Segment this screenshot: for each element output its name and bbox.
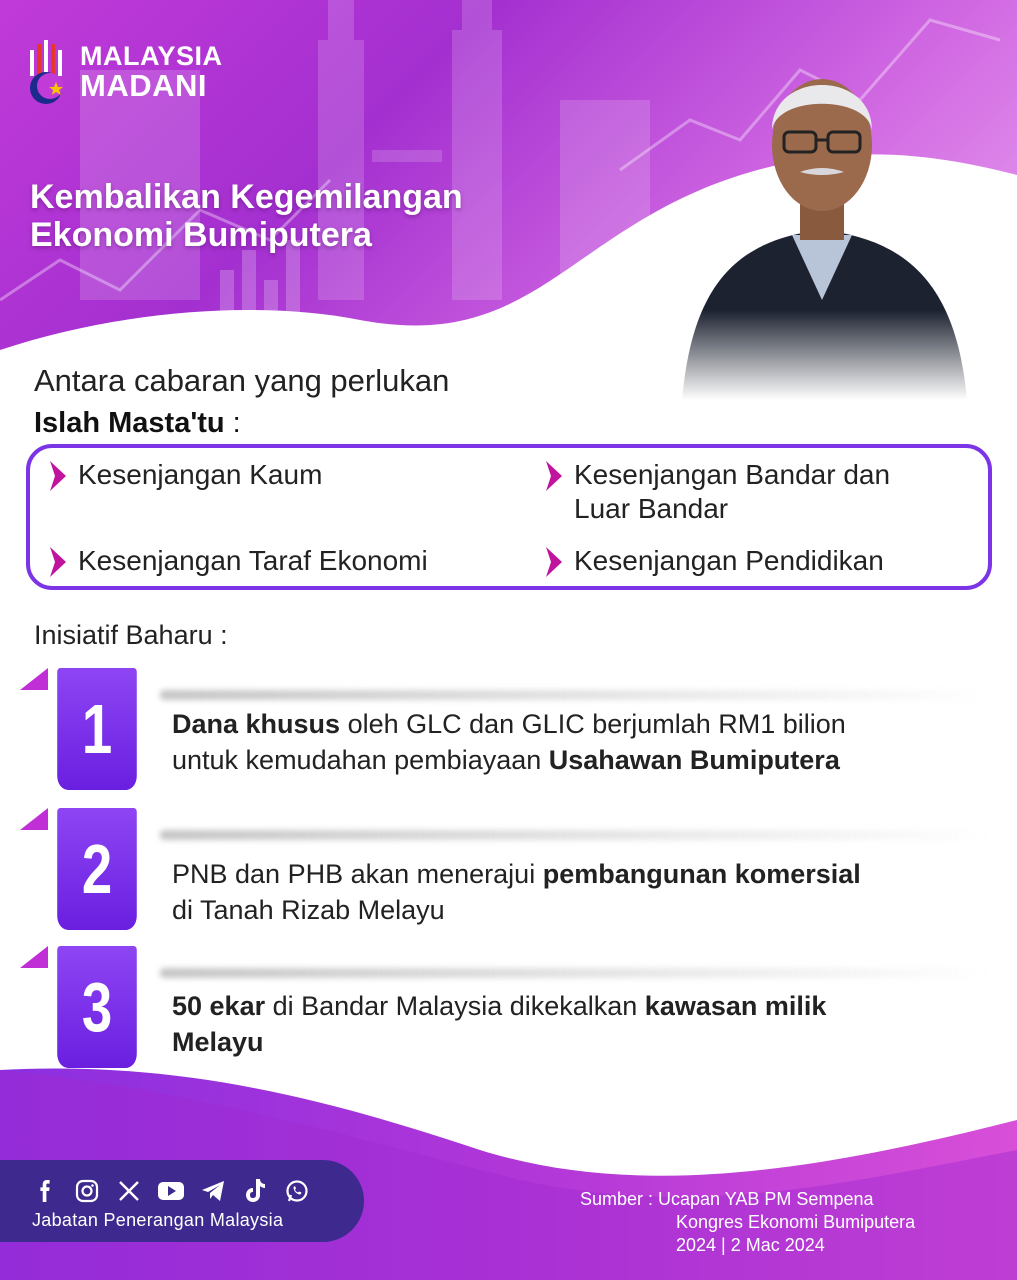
initiative-text <box>172 856 992 928</box>
challenge-label-line2: Luar Bandar <box>574 493 729 524</box>
text-normal: PNB dan PHB akan menerajui <box>172 859 543 889</box>
whatsapp-icon[interactable] <box>284 1178 310 1204</box>
intro-colon: : <box>224 407 241 439</box>
title-line1: Kembalikan Kegemilangan <box>30 178 463 216</box>
chevron-right-icon <box>544 547 562 577</box>
malaysia-madani-logo <box>24 36 223 108</box>
card-shadow <box>160 690 990 700</box>
challenge-label-line1: Kesenjangan Bandar dan <box>574 459 891 490</box>
challenge-label <box>574 458 890 526</box>
brand-line2: MADANI <box>80 68 207 103</box>
challenge-item <box>48 458 322 492</box>
card-shadow <box>160 968 990 978</box>
challenge-label: Kesenjangan Kaum <box>78 459 323 490</box>
intro-text: Antara cabaran yang perlukan <box>34 363 450 398</box>
chevron-right-icon <box>48 461 66 491</box>
corner-tab <box>20 808 48 830</box>
page-title <box>30 178 463 254</box>
instagram-icon[interactable] <box>74 1178 100 1204</box>
chevron-right-icon <box>544 461 562 491</box>
title-line2: Ekonomi Bumiputera <box>30 216 372 254</box>
initiative-card <box>20 668 1000 790</box>
telegram-icon[interactable] <box>200 1178 226 1204</box>
text-normal: untuk kemudahan pembiayaan <box>172 745 549 775</box>
challenge-item <box>544 458 890 526</box>
corner-tab <box>20 946 48 968</box>
initiative-card <box>20 808 1000 930</box>
initiative-number: 1 <box>57 668 137 790</box>
challenge-label: Kesenjangan Pendidikan <box>574 545 884 576</box>
tiktok-icon[interactable] <box>242 1178 268 1204</box>
header-banner <box>0 0 1017 400</box>
chevron-right-icon <box>48 547 66 577</box>
text-normal: di Tanah Rizab Melayu <box>172 895 445 925</box>
text-bold: Melayu <box>172 1027 264 1057</box>
challenge-label: Kesenjangan Taraf Ekonomi <box>78 545 428 576</box>
challenge-item <box>544 544 884 578</box>
facebook-icon[interactable] <box>32 1178 58 1204</box>
text-normal: oleh GLC dan GLIC berjumlah RM1 bilion <box>340 709 846 739</box>
madani-emblem-icon <box>24 36 72 108</box>
speaker-portrait <box>672 40 972 400</box>
source-credit <box>580 1188 915 1257</box>
source-line2: Kongres Ekonomi Bumiputera <box>676 1212 916 1232</box>
initiatives-heading: Inisiatif Baharu : <box>34 620 228 650</box>
challenge-item <box>48 544 428 578</box>
text-bold: pembangunan komersial <box>542 859 861 889</box>
corner-tab <box>20 668 48 690</box>
initiative-text <box>172 706 992 778</box>
text-bold: 50 ekar <box>172 991 266 1021</box>
department-name: Jabatan Penerangan Malaysia <box>32 1210 284 1230</box>
card-shadow <box>160 830 990 840</box>
text-normal: di Bandar Malaysia dikekalkan <box>265 991 645 1021</box>
initiative-number: 2 <box>57 808 137 930</box>
social-links <box>32 1178 310 1204</box>
source-line1: Sumber : Ucapan YAB PM Sempena <box>580 1189 874 1209</box>
text-bold: kawasan milik <box>644 991 827 1021</box>
text-bold: Dana khusus <box>172 709 341 739</box>
challenges-box <box>26 444 992 590</box>
text-bold: Usahawan Bumiputera <box>548 745 840 775</box>
initiative-number: 3 <box>57 946 137 1068</box>
x-icon[interactable] <box>116 1178 142 1204</box>
intro-subtitle <box>34 404 241 442</box>
islah-label: Islah Masta'tu <box>34 407 225 439</box>
source-line3: 2024 | 2 Mac 2024 <box>676 1235 825 1255</box>
initiative-card <box>20 946 1000 1068</box>
footer <box>0 1060 1017 1280</box>
youtube-icon[interactable] <box>158 1178 184 1204</box>
initiative-text <box>172 988 992 1060</box>
brand-line1: MALAYSIA <box>80 41 223 71</box>
